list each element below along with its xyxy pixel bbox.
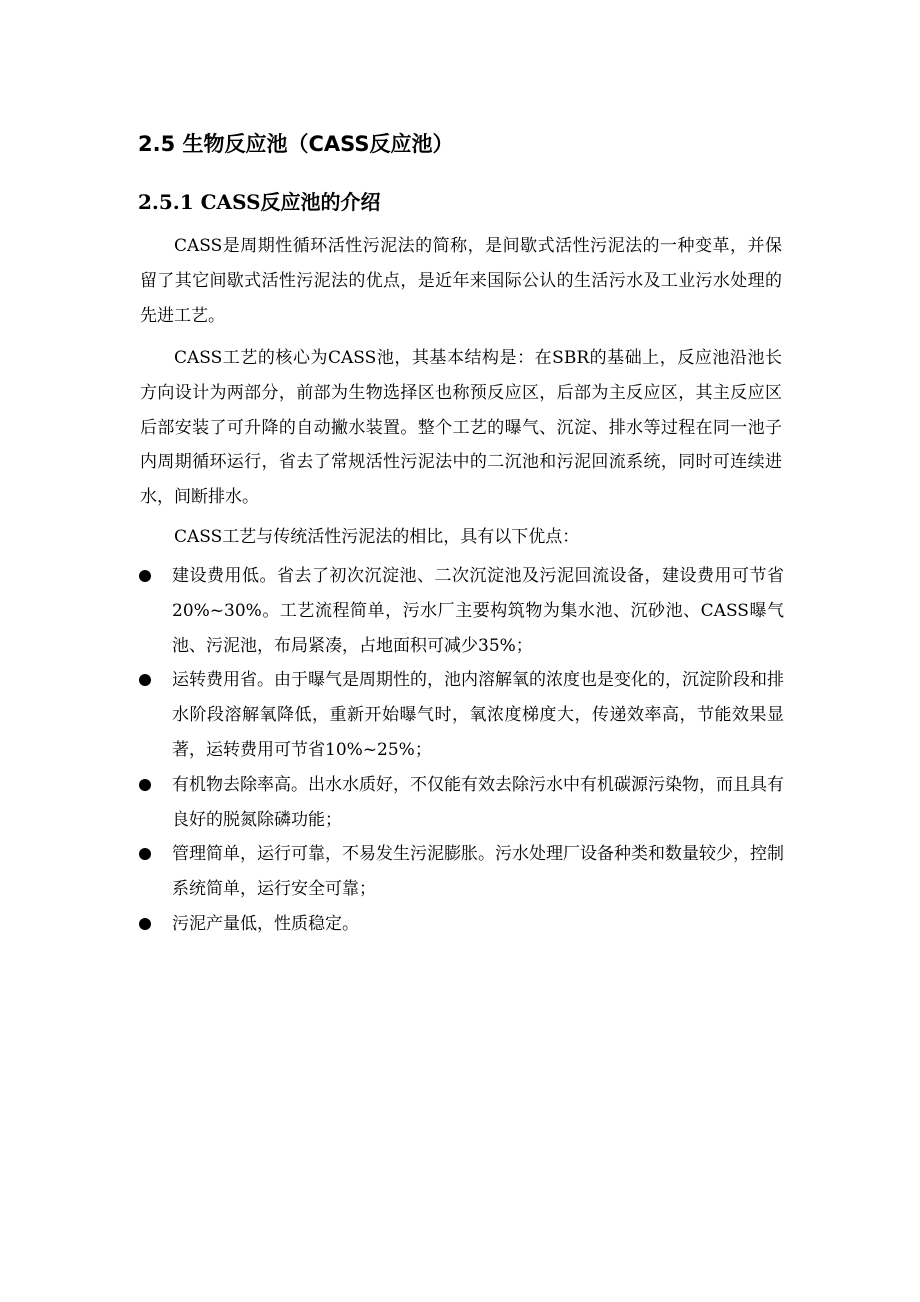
bullet-icon <box>139 570 151 582</box>
bullet-icon <box>139 674 151 686</box>
list-item-text: 管理简单，运行可靠，不易发生污泥膨胀。污水处理厂设备种类和数量较少，控制系统简单，运行安全可靠； <box>172 844 784 900</box>
advantages-list <box>0 559 920 942</box>
list-item-text: 污泥产量低，性质稳定。 <box>172 913 359 934</box>
list-item <box>0 837 784 907</box>
bullet-icon <box>139 848 151 860</box>
list-item-text: 建设费用低。省去了初次沉淀池、二次沉淀池及污泥回流设备，建设费用可节省20%~30%。工艺流程简单，污水厂主要构筑物为集水池、沉砂池、CASS曝气池、污泥池，布局紧凑，占地面积可减少35%； <box>172 566 784 656</box>
list-item-text: 有机物去除率高。出水水质好，不仅能有效去除污水中有机碳源污染物，而且具有良好的脱氮除磷功能； <box>172 774 784 830</box>
bullet-icon <box>139 779 151 791</box>
bullet-icon <box>139 918 151 930</box>
list-item <box>0 768 784 838</box>
list-item <box>0 559 784 663</box>
paragraph-intro: CASS是周期性循环活性污泥法的简称，是间歇式活性污泥法的一种变革，并保留了其它间歇式活性污泥法的优点，是近年来国际公认的生活污水及工业污水处理的先进工艺。 <box>140 236 782 326</box>
paragraph-structure: CASS工艺的核心为CASS池，其基本结构是：在SBR的基础上，反应池沿池长方向设计为两部分，前部为生物选择区也称预反应区，后部为主反应区，其主反应区后部安装了可升降的自动撇水装置。整个工艺的曝气、沉淀、排水等过程在同一池子内周期循环运行，省去了常规活性污泥法中的二沉池和污泥回流系统，同时可连续进水，间断排水。 <box>140 348 782 508</box>
list-item-text: 运转费用省。由于曝气是周期性的，池内溶解氧的浓度也是变化的，沉淀阶段和排水阶段溶解氧降低，重新开始曝气时，氧浓度梯度大，传递效率高，节能效果显著，运转费用可节省10%~25%； <box>172 670 784 760</box>
section-heading: 2.5 生物反应池（CASS反应池） <box>138 132 454 156</box>
list-item <box>0 663 784 767</box>
paragraph-advantages-intro: CASS工艺与传统活性污泥法的相比，具有以下优点： <box>174 527 580 547</box>
list-item <box>0 907 784 942</box>
subsection-heading: 2.5.1 CASS反应池的介绍 <box>138 190 381 214</box>
